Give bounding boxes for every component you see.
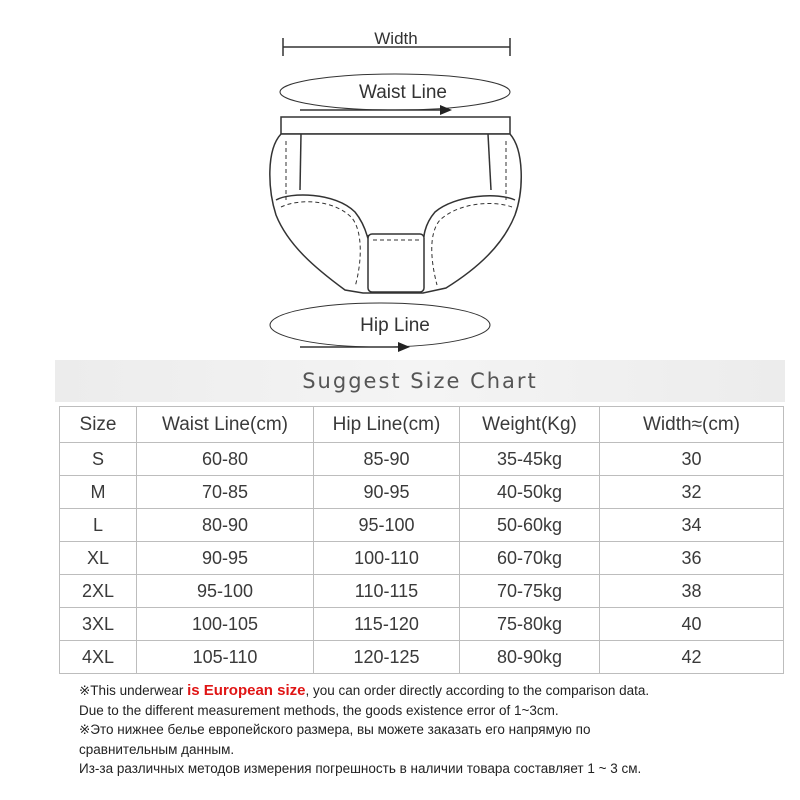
cell-width: 42 bbox=[600, 641, 784, 674]
table-row bbox=[60, 476, 784, 509]
cell-size: L bbox=[60, 509, 137, 542]
note-line-1 bbox=[79, 681, 779, 701]
table-row bbox=[60, 641, 784, 674]
header-waist: Waist Line(cm) bbox=[137, 407, 314, 443]
cell-size: 2XL bbox=[60, 575, 137, 608]
cell-waist: 70-85 bbox=[137, 476, 314, 509]
table-row bbox=[60, 509, 784, 542]
cell-hip: 90-95 bbox=[314, 476, 460, 509]
note-line-3: ※Это нижнее белье европейского размера, вы можете заказать его напрямую по bbox=[79, 722, 591, 738]
arrow-right-icon bbox=[440, 105, 452, 115]
cell-waist: 80-90 bbox=[137, 509, 314, 542]
cell-weight: 80-90kg bbox=[460, 641, 600, 674]
header-weight: Weight(Kg) bbox=[460, 407, 600, 443]
note-line-4: сравнительным данным. bbox=[79, 741, 235, 757]
cell-weight: 35-45kg bbox=[460, 443, 600, 476]
cell-size: 4XL bbox=[60, 641, 137, 674]
table-row bbox=[60, 608, 784, 641]
size-chart-title: Suggest Size Chart bbox=[302, 369, 538, 393]
table-row bbox=[60, 443, 784, 476]
cell-hip: 100-110 bbox=[314, 542, 460, 575]
width-label: Width bbox=[374, 29, 418, 48]
cell-width: 30 bbox=[600, 443, 784, 476]
waist-line-label: Waist Line bbox=[359, 82, 447, 103]
cell-waist: 90-95 bbox=[137, 542, 314, 575]
cell-hip: 115-120 bbox=[314, 608, 460, 641]
cell-weight: 40-50kg bbox=[460, 476, 600, 509]
cell-hip: 95-100 bbox=[314, 509, 460, 542]
header-width: Width≈(cm) bbox=[600, 407, 784, 443]
cell-width: 34 bbox=[600, 509, 784, 542]
header-hip: Hip Line(cm) bbox=[314, 407, 460, 443]
arrow-right-icon bbox=[398, 342, 410, 352]
underwear-diagram bbox=[0, 0, 800, 365]
width-measure bbox=[283, 29, 510, 56]
size-table bbox=[59, 406, 784, 674]
cell-width: 32 bbox=[600, 476, 784, 509]
cell-weight: 60-70kg bbox=[460, 542, 600, 575]
cell-waist: 95-100 bbox=[137, 575, 314, 608]
note-text: , you can order directly according to the comparison data. bbox=[305, 683, 650, 698]
european-size-highlight: is European size bbox=[187, 682, 306, 699]
cell-width: 40 bbox=[600, 608, 784, 641]
cell-hip: 85-90 bbox=[314, 443, 460, 476]
table-row bbox=[60, 575, 784, 608]
header-size: Size bbox=[60, 407, 137, 443]
cell-hip: 110-115 bbox=[314, 575, 460, 608]
cell-width: 38 bbox=[600, 575, 784, 608]
cell-size: S bbox=[60, 443, 137, 476]
table-header-row bbox=[60, 407, 784, 443]
size-notes bbox=[79, 681, 779, 779]
cell-waist: 60-80 bbox=[137, 443, 314, 476]
waist-line-marker bbox=[280, 74, 510, 115]
underwear-outline bbox=[270, 117, 521, 293]
cell-size: M bbox=[60, 476, 137, 509]
cell-size: 3XL bbox=[60, 608, 137, 641]
note-text: ※This underwear bbox=[79, 683, 188, 698]
cell-weight: 50-60kg bbox=[460, 509, 600, 542]
hip-line-marker bbox=[270, 303, 490, 352]
hip-line-label: Hip Line bbox=[360, 315, 430, 336]
cell-weight: 75-80kg bbox=[460, 608, 600, 641]
cell-size: XL bbox=[60, 542, 137, 575]
cell-hip: 120-125 bbox=[314, 641, 460, 674]
table-row bbox=[60, 542, 784, 575]
size-chart-title-banner bbox=[55, 360, 785, 402]
note-line-5: Из-за различных методов измерения погрешность в наличии товара составляет 1 ~ 3 см. bbox=[79, 761, 642, 777]
cell-width: 36 bbox=[600, 542, 784, 575]
note-line-2: Due to the different measurement methods, the goods existence error of 1~3cm. bbox=[79, 702, 559, 718]
cell-weight: 70-75kg bbox=[460, 575, 600, 608]
cell-waist: 105-110 bbox=[137, 641, 314, 674]
cell-waist: 100-105 bbox=[137, 608, 314, 641]
